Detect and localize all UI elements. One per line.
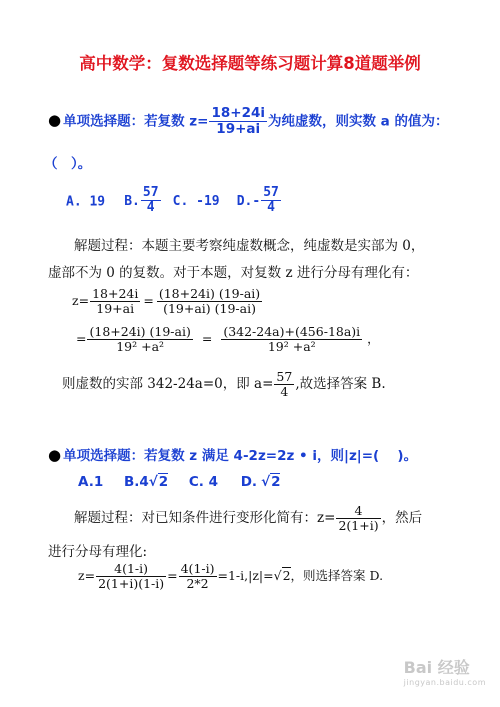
q2-option-c: C. 4 bbox=[188, 474, 219, 490]
sol1-line1: 解题过程：本题主要考察纯虚数概念，纯虚数是实部为 0， bbox=[74, 238, 425, 254]
sol1-equation-1: z= $\frac{18+24i}{19+ai}$ = $\frac{(18+24i) (19-ai)}{(19+ai) (19-ai)}$ bbox=[72, 286, 261, 316]
q2-prefix: 单项选择题：若复数 z 满足 4-2z=2z • i，则|z|=( )。 bbox=[63, 448, 418, 464]
q1-option-b-fraction: $\frac{57}{4}$ bbox=[142, 185, 159, 216]
eq1-fraction-1: $\frac{18+24i}{19+ai}$ bbox=[92, 286, 139, 316]
watermark-url: jingyan.baidu.com bbox=[403, 678, 486, 687]
sol1-conclusion: 则虚数的实部 342-24a=0，即 a= $\frac{57}{4}$ ,故选择答案 B. bbox=[62, 369, 386, 399]
question-1 bbox=[48, 106, 449, 137]
sol2-root: 2 bbox=[282, 567, 291, 583]
watermark-brand: Bai 经验 bbox=[403, 658, 470, 677]
question-2 bbox=[48, 444, 417, 464]
q1-option-a: A. 19 bbox=[66, 194, 106, 210]
q2-option-d-root: 2 bbox=[271, 474, 281, 490]
q1-suffix: 为纯虚数，则实数 a 的值为： bbox=[267, 113, 449, 130]
baidu-watermark bbox=[404, 655, 486, 687]
sol2-equation: z= $\frac{4(1-i)}{2(1+i)(1-i)}$ = $\frac{4(1-i)}{2*2}$ =1-i,|z|=√2，则选择答案 D. bbox=[78, 561, 384, 591]
q1-option-d-fraction: $\frac{57}{4}$ bbox=[263, 185, 279, 216]
bullet-icon: ● bbox=[48, 111, 62, 130]
q1-prefix: 单项选择题：若复数 z= bbox=[63, 113, 209, 130]
sol2-eq-fraction-2: $\frac{4(1-i)}{2*2}$ bbox=[180, 561, 215, 591]
q2-options: A.1 B.4√2 C. 4 D. √2 bbox=[78, 474, 281, 490]
eq2-fraction-1: $\frac{(18+24i) (19-ai)}{\text{19² +a²}}$ bbox=[89, 324, 191, 354]
sol2-line2: 进行分母有理化: bbox=[48, 544, 148, 560]
q2-option-b-root: 2 bbox=[158, 474, 169, 490]
q1-fraction: $\frac{18+24i}{19+ai}$ bbox=[211, 105, 265, 137]
eq1-fraction-2: $\frac{(18+24i) (19-ai)}{(19+ai) (19-ai)}$ bbox=[158, 286, 261, 316]
bullet-icon: ● bbox=[48, 446, 62, 464]
q2-option-a: A.1 bbox=[78, 474, 104, 490]
page-title: 高中数学：复数选择题等练习题计算8道题举例 bbox=[79, 54, 421, 73]
q1-option-c: C. -19 bbox=[172, 194, 220, 210]
q1-option-d-label: D.- bbox=[236, 194, 261, 210]
q2-option-b: B.4 bbox=[123, 474, 149, 490]
sol2-fraction: $\frac{4}{2(1+i)}$ bbox=[338, 503, 379, 533]
eq2-fraction-2: $\frac{(342-24a)+(456-18a)i}{\text{19² +a²}}$ bbox=[223, 324, 361, 354]
q1-option-b-label: B. bbox=[124, 194, 140, 210]
sol2-eq-fraction-1: $\frac{4(1-i)}{2(1+i)(1-i)}$ bbox=[98, 561, 165, 591]
sol2-line1: 解题过程：对已知条件进行变形化简有：z= $\frac{4}{2(1+i)}$ ，然后 bbox=[74, 503, 423, 533]
q1-blank: （ ）。 bbox=[44, 156, 92, 172]
sol1-line2: 虚部不为 0 的复数。对于本题，对复数 z 进行分母有理化有： bbox=[48, 265, 419, 281]
sol1-equation-2: = $\frac{(18+24i) (19-ai)}{\text{19² +a²}}$ = $\frac{(342-24a)+(456-18a)i}{\text{19² +a²}}$ ， bbox=[76, 324, 380, 354]
q1-options bbox=[66, 186, 282, 216]
q2-option-d: D. bbox=[240, 474, 258, 490]
conclusion-fraction: $\frac{57}{4}$ bbox=[276, 369, 293, 399]
